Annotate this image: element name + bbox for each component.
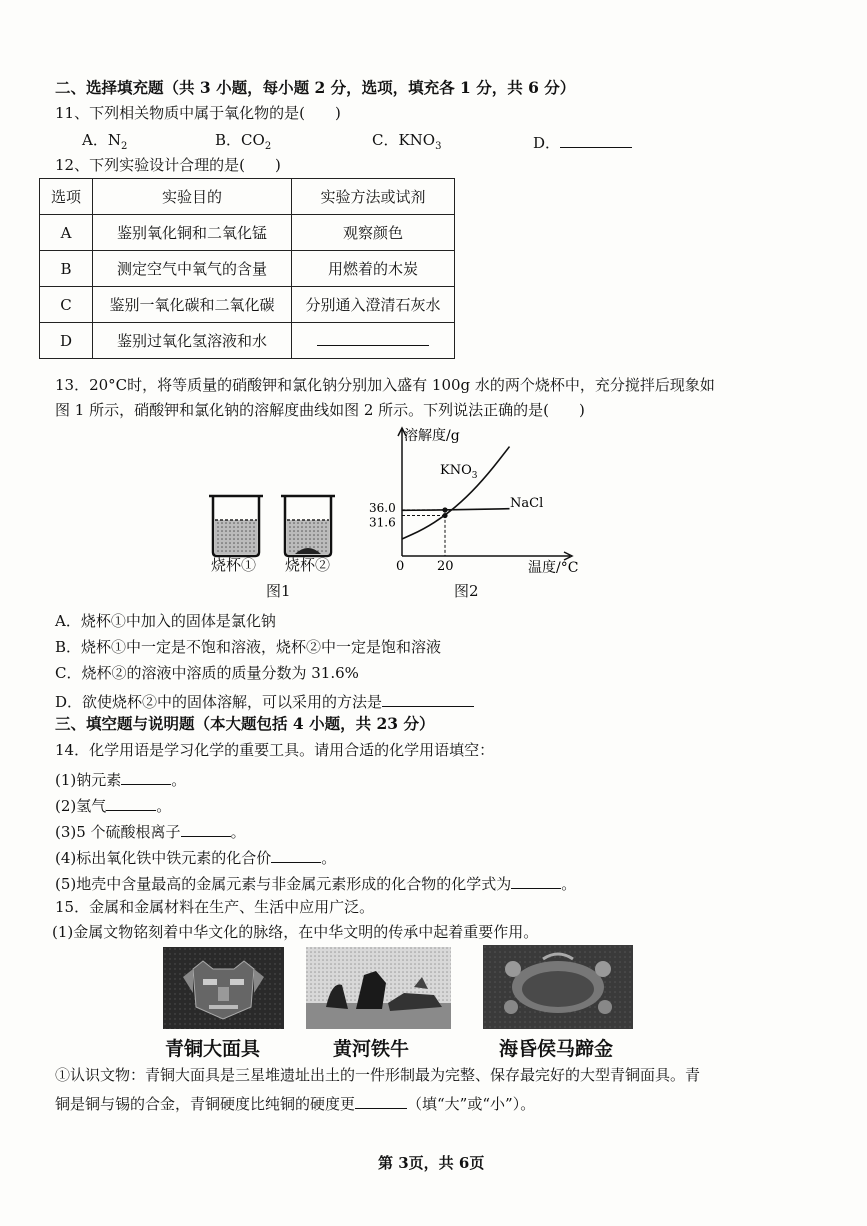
figure-2-caption: 图2 — [454, 582, 479, 600]
q13-option-a[interactable]: A．烧杯①中加入的固体是氯化钠 — [55, 612, 276, 630]
q15-para-line2-text: 铜是铜与锡的合金，青铜硬度比纯铜的硬度更 — [55, 1095, 356, 1113]
q14-item-text: (4)标出氧化铁中铁元素的化合价 — [55, 849, 272, 867]
iron-ox-image — [306, 947, 451, 1029]
table-header: 实验目的 — [93, 179, 292, 215]
q11-option-a-sub: 2 — [120, 141, 128, 152]
q11-option-c[interactable] — [372, 133, 441, 152]
y-axis-label: 溶解度/g — [404, 428, 460, 444]
q11-option-c-text: C．KNO — [372, 131, 436, 149]
q15-stem: 15．金属和金属材料在生产、生活中应用广泛。 — [55, 898, 375, 916]
table-row — [40, 251, 455, 287]
x-axis-label: 温度/°C — [528, 560, 579, 576]
q13-option-c[interactable]: C．烧杯②的溶液中溶质的质量分数为 31.6% — [55, 664, 359, 682]
q15-sub1: (1)金属文物铭刻着中华文化的脉络，在中华文明的传承中起着重要作用。 — [52, 923, 539, 941]
q13-option-d-blank[interactable] — [382, 692, 474, 707]
beaker-2-label: 烧杯② — [285, 556, 331, 574]
image-caption: 青铜大面具 — [165, 1038, 261, 1060]
series-label-kno3: $KNO_3$ — [440, 463, 478, 481]
x-tick-label: 0 — [396, 559, 405, 574]
answer-blank[interactable] — [271, 848, 321, 863]
section-3-header: 三、填空题与说明题（本大题包括 4 小题，共 23 分） — [55, 714, 435, 733]
q11-option-b[interactable] — [215, 133, 271, 152]
table-header: 选项 — [40, 179, 93, 215]
q11-option-a-text: A．N — [82, 131, 121, 149]
horse-hoof-gold-icon — [483, 945, 633, 1029]
table-cell-purpose: 鉴别一氧化碳和二氧化碳 — [93, 287, 292, 323]
q14-item — [55, 796, 171, 814]
q14-item-tail: 。 — [321, 849, 337, 867]
q14-item-tail: 。 — [561, 875, 577, 893]
table-row — [40, 215, 455, 251]
table-cell-method: 用燃着的木炭 — [292, 251, 455, 287]
q14-item-text: (5)地壳中含量最高的金属元素与非金属元素形成的化合物的化学式为 — [55, 875, 512, 893]
beaker-1-label: 烧杯① — [211, 556, 257, 574]
table-row — [40, 323, 455, 359]
horse-hoof-gold-image — [483, 945, 633, 1029]
q15-para-line1: ①认识文物：青铜大面具是三星堆遗址出土的一件形制最为完整、保存最完好的大型青铜面具。青 — [55, 1066, 701, 1084]
page-footer: 第 3页，共 6页 — [378, 1154, 485, 1172]
answer-blank[interactable] — [355, 1094, 407, 1109]
table-cell-option: B — [40, 251, 93, 287]
table-cell-option: A — [40, 215, 93, 251]
q14-item-text: (3)5 个硫酸根离子 — [55, 823, 181, 841]
q13-option-d-text: D．欲使烧杯②中的固体溶解，可以采用的方法是 — [55, 693, 383, 711]
beaker-2 — [281, 496, 335, 556]
table-cell-method: 分别通入澄清石灰水 — [292, 287, 455, 323]
table-header-row — [40, 179, 455, 215]
table-cell-purpose: 鉴别氧化铜和二氧化锰 — [93, 215, 292, 251]
q14-item — [55, 770, 186, 788]
q11-option-b-sub: 2 — [264, 141, 272, 152]
answer-blank[interactable] — [106, 796, 156, 811]
beaker-1 — [209, 496, 263, 556]
q14-item-text: (2)氢气 — [55, 797, 107, 815]
q13-stem-line1: 13．20°C时，将等质量的硝酸钾和氯化钠分别加入盛有 100g 水的两个烧杯中，充分搅拌后现象如 — [55, 376, 715, 394]
answer-blank[interactable] — [317, 331, 429, 346]
table-row — [40, 287, 455, 323]
q14-item-text: (1)钠元素 — [55, 771, 122, 789]
image-caption: 黄河铁牛 — [333, 1038, 410, 1060]
table-cell-purpose: 测定空气中氧气的含量 — [93, 251, 292, 287]
q11-option-d-blank[interactable] — [560, 133, 632, 148]
q13-option-d[interactable] — [55, 692, 474, 710]
section-2-header: 二、选择填充题（共 3 小题，每小题 2 分，选项，填充各 1 分，共 6 分） — [55, 78, 576, 97]
x-tick-label: 20 — [437, 559, 454, 574]
q11-stem: 11、下列相关物质中属于氧化物的是( ) — [55, 104, 341, 122]
q14-item — [55, 822, 246, 840]
q11-option-d[interactable] — [533, 133, 632, 151]
bronze-mask-icon — [163, 947, 284, 1029]
q11-option-c-sub: 3 — [435, 141, 442, 152]
q14-stem: 14．化学用语是学习化学的重要工具。请用合适的化学用语填空： — [55, 741, 495, 759]
q13-stem-line2: 图 1 所示，硝酸钾和氯化钠的溶解度曲线如图 2 所示。下列说法正确的是( ) — [55, 401, 585, 419]
q12-table — [39, 178, 455, 359]
table-cell-option: D — [40, 323, 93, 359]
table-cell-purpose: 鉴别过氧化氢溶液和水 — [93, 323, 292, 359]
q15-para-line2 — [55, 1094, 535, 1112]
q14-item-tail: 。 — [156, 797, 172, 815]
table-cell-method-blank[interactable] — [292, 323, 455, 359]
q12-stem: 12、下列实验设计合理的是( ) — [55, 156, 281, 174]
answer-blank[interactable] — [181, 822, 231, 837]
answer-blank[interactable] — [511, 874, 561, 889]
iron-ox-icon — [306, 947, 451, 1029]
figure-1-caption: 图1 — [266, 582, 291, 600]
answer-blank[interactable] — [121, 770, 171, 785]
series-line-kno3 — [402, 447, 510, 539]
y-tick-label: 31.6 — [369, 515, 396, 530]
q14-item-tail: 。 — [230, 823, 246, 841]
q14-item-tail: 。 — [171, 771, 187, 789]
bronze-mask-image — [163, 947, 284, 1029]
table-header: 实验方法或试剂 — [292, 179, 455, 215]
table-cell-method: 观察颜色 — [292, 215, 455, 251]
image-caption: 海昏侯马蹄金 — [499, 1038, 614, 1060]
beakers-figure — [205, 490, 345, 560]
q13-option-b[interactable]: B．烧杯①中一定是不饱和溶液，烧杯②中一定是饱和溶液 — [55, 638, 442, 656]
y-tick-label: 36.0 — [369, 500, 396, 515]
table-cell-option: C — [40, 287, 93, 323]
q11-option-d-text: D． — [533, 134, 561, 152]
series-label-nacl: NaCl — [510, 496, 544, 511]
q14-item — [55, 874, 576, 892]
solubility-chart — [360, 422, 600, 582]
q11-option-a[interactable] — [82, 133, 127, 152]
q14-item — [55, 848, 336, 866]
q15-para-line2-tail: （填“大”或“小”）。 — [407, 1095, 536, 1113]
q11-option-b-text: B．CO — [215, 131, 265, 149]
